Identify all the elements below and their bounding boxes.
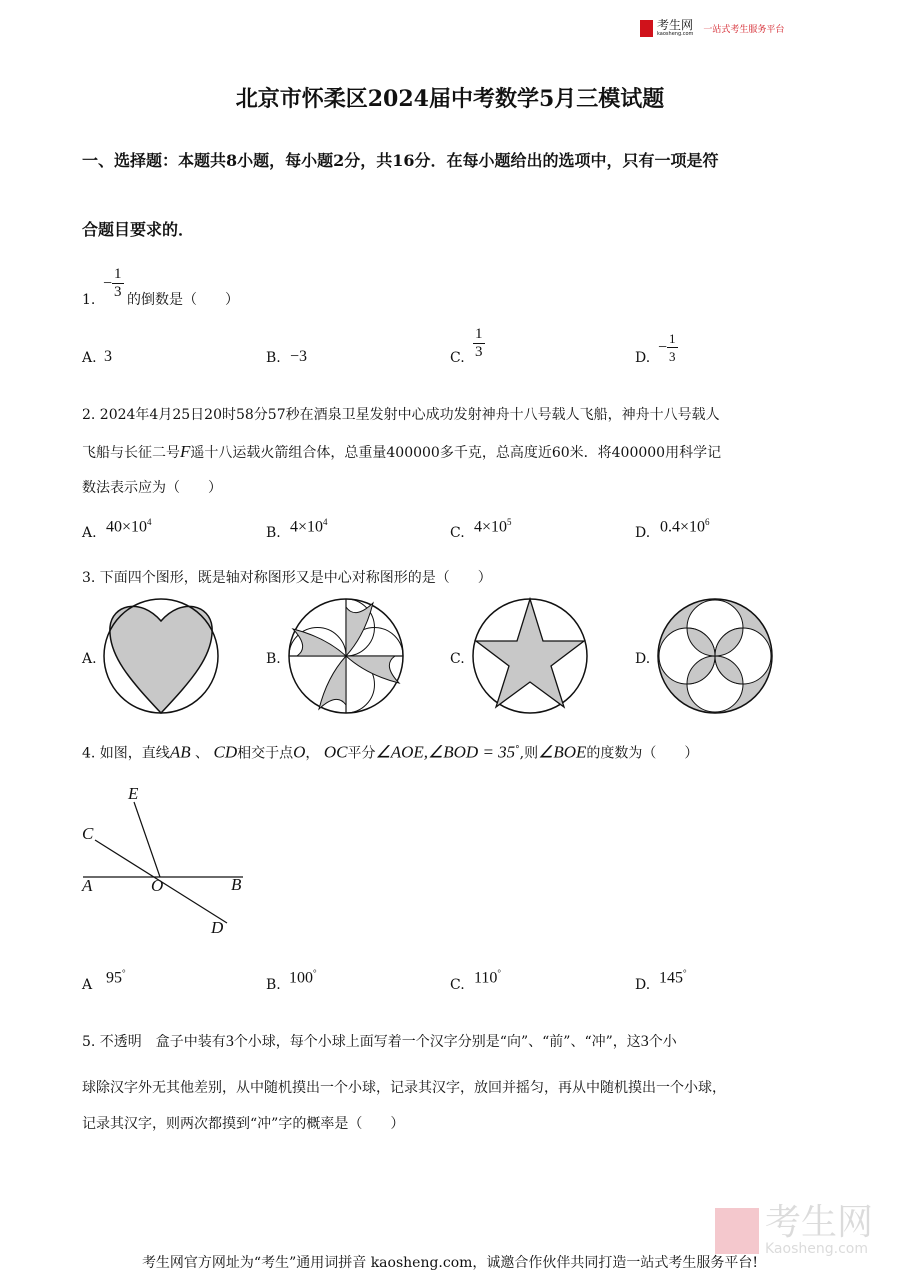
q3-option-a-label: A. — [82, 651, 97, 667]
q4-option-c-label: C. — [450, 977, 465, 993]
q2-option-b-label: B. — [266, 525, 281, 541]
q2-option-b: $4\times 10^4$ — [290, 517, 328, 536]
q2-option-a-label: A. — [82, 525, 97, 541]
q4-option-a: 95° — [106, 968, 126, 987]
q1-option-c: $\frac{1}{3}$ — [475, 326, 483, 360]
q2-option-d: $0.4\times 10^6$ — [660, 517, 710, 536]
label-c: C — [82, 824, 94, 843]
q5-line3: 记录其汉字，则两次都摸到“冲”字的概率是（ ） — [82, 1116, 405, 1132]
q3-option-b-label: B. — [266, 651, 281, 667]
q1-option-d: $\frac{1}{3}$ — [669, 331, 676, 364]
q4-option-d: 145° — [659, 968, 687, 987]
watermark: 考生网 Kaosheng.com — [715, 1205, 873, 1257]
q4-option-a-label: A — [82, 977, 93, 993]
q2-line3: 数法表示应为（ ） — [82, 480, 222, 496]
q1-option-b-label: B. — [266, 350, 281, 366]
q1-option-d-sign: − — [658, 339, 668, 356]
header-slogan: 一站式考生服务平台 — [703, 24, 785, 35]
q1-option-d-label: D. — [635, 350, 651, 366]
footer-text: 考生网官方网址为“考生”通用词拼音 kaosheng.com，诚邀合作伙伴共同打造一站式考生服务平台! — [141, 1255, 759, 1271]
q2-option-a: $40\times 10^4$ — [106, 517, 152, 536]
q4-option-c: 110° — [474, 968, 502, 987]
q5-line2: 球除汉字外无其他差别，从中随机摸出一个小球，记录其汉字，放回并摇匀，再从中随机摸出一个小球， — [82, 1080, 726, 1096]
q1-minus: − — [103, 275, 113, 292]
label-d: D — [211, 918, 224, 937]
q5-line1: 5. 不透明 盒子中装有3个小球，每个小球上面写着一个汉字分别是“向”、“前”、“冲”，这3个小 — [82, 1033, 677, 1050]
label-b: B — [231, 875, 242, 894]
label-a: A — [82, 876, 93, 895]
logo-name: 考生网 — [657, 18, 694, 32]
q1-fraction: $\frac{1}{3}$ — [114, 266, 122, 300]
q4-option-d-label: D. — [635, 977, 651, 993]
section-heading-line2: 合题目要求的． — [82, 220, 195, 239]
q2-option-d-label: D. — [635, 525, 651, 541]
q3-option-d-label: D. — [635, 651, 651, 667]
logo-domain: kaosheng.com — [657, 31, 694, 37]
q1-option-a: 3 — [104, 348, 112, 365]
q4-option-b-label: B. — [266, 977, 281, 993]
q4-line-diagram — [75, 780, 255, 940]
heart-figure — [100, 595, 222, 717]
page-title: 北京市怀柔区2024届中考数学5月三模试题 — [235, 86, 665, 112]
q2-line1: 2. 2024年4月25日20时58分57秒在酒泉卫星发射中心成功发射神舟十八号载人飞船，神舟十八号载人 — [82, 407, 720, 423]
q1-stem: 的倒数是（ ） — [127, 292, 239, 308]
q4-option-b: 100° — [289, 968, 317, 987]
watermark-logo-icon — [715, 1208, 759, 1254]
header-logo — [640, 19, 784, 37]
q1-option-c-label: C. — [450, 350, 465, 366]
q4-stem: 4. 如图，直线AB 、 CD相交于点O， OC平分∠AOE,∠BOD = 35°,则∠BOE的度数为（ ） — [82, 742, 699, 762]
label-e: E — [128, 784, 139, 803]
q3-option-c-label: C. — [450, 651, 465, 667]
q2-option-c-label: C. — [450, 525, 465, 541]
four-petal-figure — [654, 595, 776, 717]
logo-icon — [640, 20, 653, 37]
q1-number: 1. — [82, 292, 96, 308]
q2-line2: 飞船与长征二号F遥十八运载火箭组合体，总重量400000多千克，总高度近60米．将400000用科学记 — [82, 442, 722, 461]
section-heading-line1: 一、选择题：本题共8小题，每小题2分，共16分．在每小题给出的选项中，只有一项是符 — [82, 151, 719, 170]
q2-option-c: $4\times 10^5$ — [474, 517, 512, 536]
star-figure — [469, 595, 591, 717]
pinwheel-figure — [285, 595, 407, 717]
label-o: O — [151, 876, 164, 895]
q3-stem: 3. 下面四个图形，既是轴对称图形又是中心对称图形的是（ ） — [82, 570, 492, 586]
q1-option-b: −3 — [290, 348, 308, 365]
q1-option-a-label: A. — [82, 350, 97, 366]
